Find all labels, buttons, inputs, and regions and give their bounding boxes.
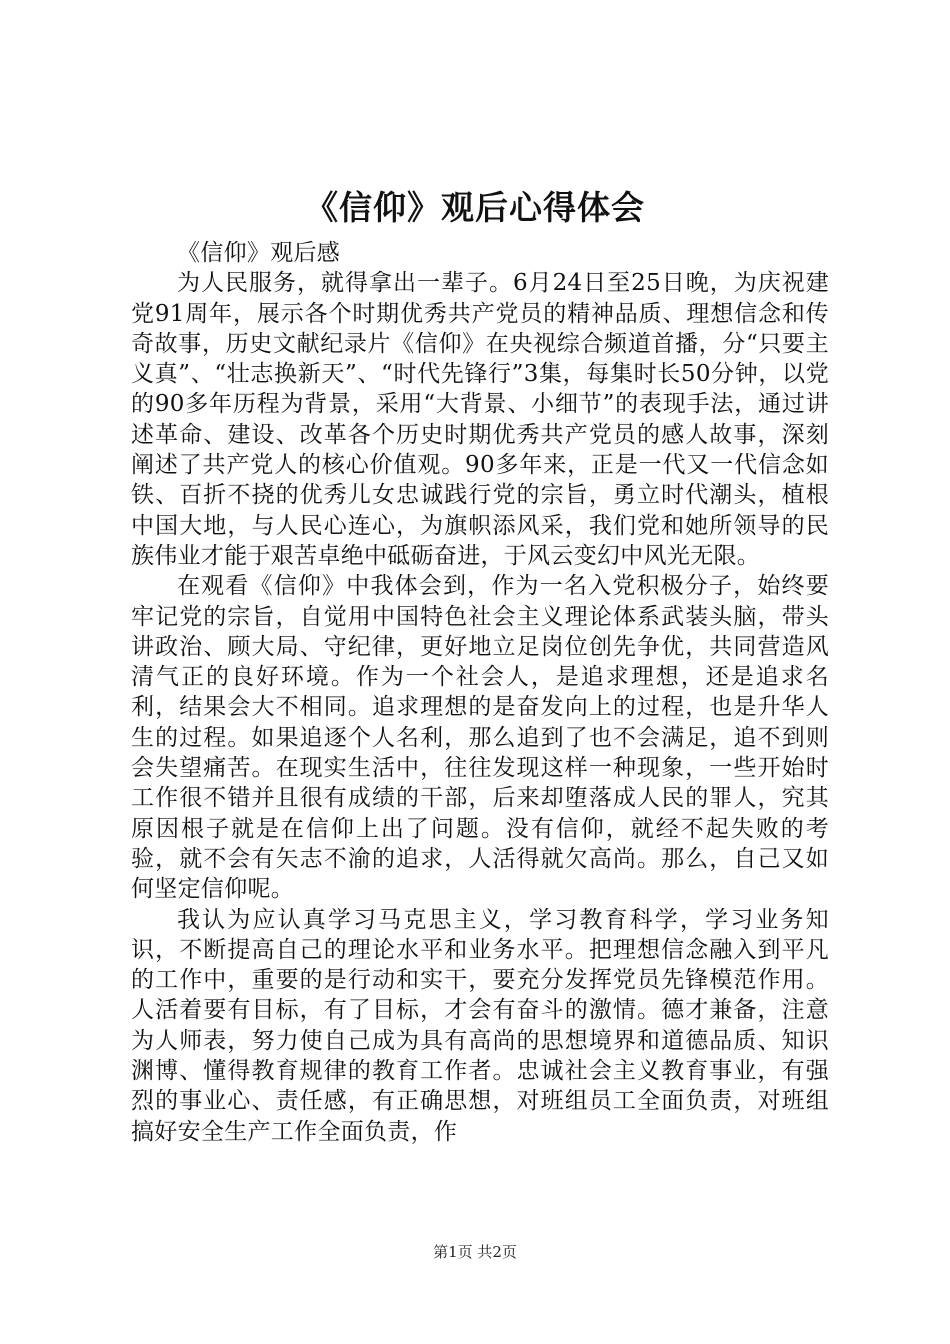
paragraph: 为人民服务，就得拿出一辈子。6月24日至25日晚，为庆祝建党91周年，展示各个时期优秀共产党员的精神品质、理想信念和传奇故事，历史文献纪录片《信仰》在央视综合频道首播，分“只要主义真”、“壮志换新天”、“时代先锋行”3集，每集时长50分钟，以党的90多年历程为背景，采用“大背景、小细节”的表现手法，通过讲述革命、建设、改革各个历史时期优秀共产党员的感人故事，深刻阐述了共产党人的核心价值观。90多年来，正是一代又一代信念如铁、百折不挠的优秀儿女忠诚践行党的宗旨，勇立时代潮头，植根中国大地，与人民心连心，为旗帜添风采，我们党和她所领导的民族伟业才能于艰苦卓绝中砥砺奋进，于风云变幻中风光无限。 — [131, 270, 829, 569]
paragraph: 我认为应认真学习马克思主义，学习教育科学，学习业务知识，不断提高自己的理论水平和业务水平。把理想信念融入到平凡的工作中，重要的是行动和实干，要充分发挥党员先锋模范作用。人活着要有目标，有了目标，才会有奋斗的激情。德才兼备，注意为人师表，努力使自己成为具有高尚的思想境界和道德品质、知识渊博、懂得教育规律的教育工作者。忠诚社会主义教育事业，有强烈的事业心、责任感，有正确思想，对班组员工全面负责，对班组搞好安全生产工作全面负责，作 — [131, 906, 829, 1145]
page-footer: 第1页 共2页 — [433, 1243, 517, 1261]
paragraph-subtitle: 《信仰》观后感 — [177, 240, 341, 266]
document-title: 《信仰》观后心得体会 — [305, 188, 645, 227]
document-body — [131, 238, 829, 1147]
paragraph: 在观看《信仰》中我体会到，作为一名入党积极分子，始终要牢记党的宗旨，自觉用中国特色社会主义理论体系武装头脑，带头讲政治、顾大局、守纪律，更好地立足岗位创先争优，共同营造风清气正的良好环境。作为一个社会人，是追求理想，还是追求名利，结果会大不相同。追求理想的是奋发向上的过程，也是升华人生的过程。如果追逐个人名利，那么追到了也不会满足，追不到则会失望痛苦。在现实生活中，往往发现这样一种现象，一些开始时工作很不错并且很有成绩的干部，后来却堕落成人民的罪人，究其原因根子就是在信仰上出了问题。没有信仰，就经不起失败的考验，就不会有矢志不渝的追求，人活得就欠高尚。那么，自己又如何坚定信仰呢。 — [131, 573, 829, 903]
